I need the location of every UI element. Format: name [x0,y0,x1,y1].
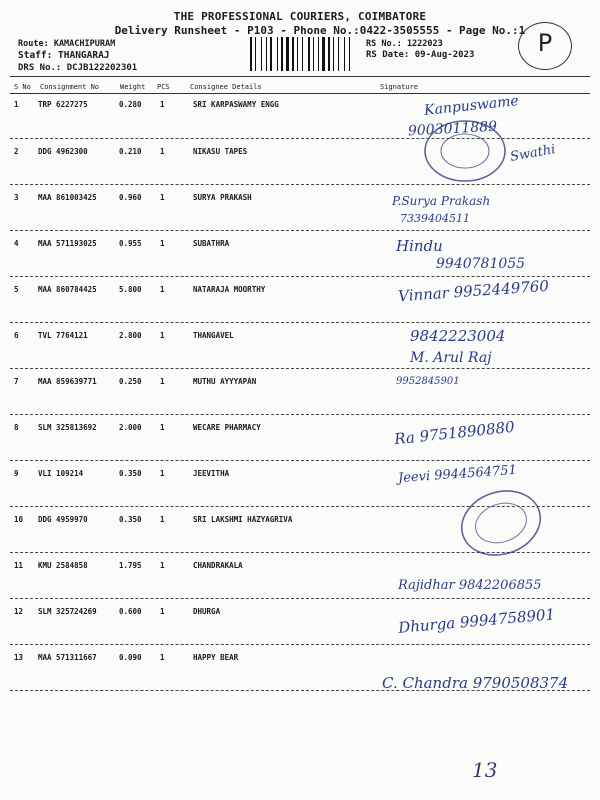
barcode [250,37,358,71]
signature-row-12: Dhurga 9994758901 [397,605,556,637]
staff-label: Staff: THANGARAJ [18,50,110,61]
row-weight: 0.210 [119,147,142,156]
row-sno: 11 [14,561,24,570]
page-count-mark: 13 [472,758,498,782]
barcode-bar [266,37,267,71]
row-pcs: 1 [160,607,165,616]
row-divider [10,368,590,369]
row-consignee: HAPPY BEAR [193,653,239,662]
row-sno: 12 [14,607,24,616]
row-pcs: 1 [160,100,165,109]
row-consignment: VLI 109214 [38,469,84,478]
row-consignment: DDG 4959970 [38,515,88,524]
row-weight: 2.800 [119,331,142,340]
row-consignee: THANGAVEL [193,331,234,340]
row-pcs: 1 [160,469,165,478]
barcode-bar [311,37,312,71]
row-sno: 7 [14,377,19,386]
row-weight: 0.350 [119,515,142,524]
signature-row-6-name: M. Arul Raj [410,350,492,366]
barcode-bar [308,37,310,71]
barcode-bar [281,37,283,71]
barcode-bar [297,37,298,71]
barcode-bar [273,37,276,71]
row-sno: 5 [14,285,19,294]
row-consignment: MAA 859639771 [38,377,97,386]
barcode-bar [279,37,280,71]
row-pcs: 1 [160,285,165,294]
signature-row-1-phone: 9003011889 [407,118,498,140]
row-consignee: JEEVITHA [193,469,230,478]
barcode-bar [250,37,252,71]
col-signature: Signature [380,83,418,91]
row-divider [10,276,590,277]
row-sno: 13 [14,653,24,662]
row-pcs: 1 [160,423,165,432]
rs-number: RS No.: 1222023 [366,39,443,49]
barcode-bar [328,37,330,71]
row-weight: 2.000 [119,423,142,432]
runsheet-subtitle: Delivery Runsheet - P103 - Phone No.:0422-3505555 - Page No.:1 [114,24,526,37]
barcode-bar [346,37,348,71]
row-divider [10,598,590,599]
row-pcs: 1 [160,331,165,340]
barcode-bar [349,37,350,71]
signature-row-4-phone: 9940781055 [436,256,526,272]
row-sno: 2 [14,147,19,156]
p-stamp-circle [518,22,572,70]
col-consignee: Consignee Details [190,83,262,91]
col-consignment: Consignment No [40,83,100,91]
row-consignment: KMU 2584858 [38,561,88,570]
barcode-bar [292,37,294,71]
row-weight: 0.600 [119,607,142,616]
row-consignee: CHANDRAKALA [193,561,243,570]
signature-row-4: Hindu [396,237,443,255]
col-weight: Weight [120,83,146,91]
barcode-bar [295,37,296,71]
row-consignee: SRI LAKSHMI HAZYAGRIVA [193,515,293,524]
barcode-bar [255,37,256,71]
row-consignment: TVL 7764121 [38,331,88,340]
row-consignment: DDG 4962300 [38,147,88,156]
row-sno: 1 [14,100,19,109]
row-consignee: NATARAJA MOORTHY [193,285,266,294]
barcode-bar [320,37,321,71]
row-consignee: SURYA PRAKASH [193,193,252,202]
col-sno: S No [14,83,31,91]
barcode-bar [277,37,278,71]
row-sno: 3 [14,193,19,202]
row-pcs: 1 [160,561,165,570]
signature-row-13: C. Chandra 9790508374 [382,674,569,692]
barcode-bar [340,37,343,71]
barcode-bar [286,37,289,71]
signature-row-3: P.Surya Prakash [392,194,491,208]
barcode-bar [344,37,345,71]
signature-row-8: Ra 9751890880 [393,417,516,449]
barcode-bar [326,37,327,71]
drs-number: DRS No.: DCJB122202301 [18,63,138,73]
row-consignment: MAA 861003425 [38,193,97,202]
barcode-bar [331,37,332,71]
row-consignment: SLM 325813692 [38,423,97,432]
row-weight: 0.350 [119,469,142,478]
rs-date: RS Date: 09-Aug-2023 [366,50,475,60]
row-consignment: MAA 571311667 [38,653,97,662]
barcode-bar [351,37,352,71]
row-consignment: MAA 571193025 [38,239,97,248]
row-pcs: 1 [160,193,165,202]
barcode-bar [299,37,301,71]
row-weight: 0.960 [119,193,142,202]
row-consignee: WECARE PHARMACY [193,423,261,432]
barcode-bar [335,37,337,71]
row-sno: 6 [14,331,19,340]
barcode-bar [304,37,307,71]
header-rule-top [10,76,590,77]
row-weight: 0.250 [119,377,142,386]
barcode-bar [290,37,291,71]
barcode-bar [315,37,317,71]
row-divider [10,322,590,323]
lab-seal-stamp [455,488,547,558]
row-weight: 0.090 [119,653,142,662]
signature-row-5: Vinnar 9952449760 [397,276,550,306]
row-consignee: NIKASU TAPES [193,147,248,156]
row-divider [10,230,590,231]
signature-row-3-phone: 7339404511 [400,212,470,225]
row-sno: 10 [14,515,24,524]
stamp-letter: P [537,29,553,57]
signature-row-7: 9952845901 [396,376,460,387]
route-label: Route: KAMACHIPURAM [18,39,116,49]
barcode-bar [253,37,254,71]
row-consignment: TRP 6227275 [38,100,88,109]
row-consignee: SRI KARPASWAMY ENGG [193,100,279,109]
signature-row-9: Jeevi 9944564751 [397,462,518,487]
col-pcs: PCS [157,83,170,91]
row-consignment: SLM 325724269 [38,607,97,616]
row-divider [10,414,590,415]
barcode-bar [313,37,314,71]
barcode-bar [268,37,269,71]
page-title: THE PROFESSIONAL COURIERS, COIMBATORE [173,10,427,23]
row-pcs: 1 [160,515,165,524]
barcode-bar [263,37,265,71]
row-consignee: SUBATHRA [193,239,230,248]
barcode-bar [338,37,339,71]
row-sno: 9 [14,469,19,478]
signature-row-1: Kanpuswame [423,93,520,119]
barcode-bar [270,37,272,71]
barcode-bar [318,37,319,71]
barcode-bar [302,37,303,71]
signature-row-6: 9842223004 [410,327,506,345]
row-pcs: 1 [160,147,165,156]
barcode-bar [257,37,260,71]
barcode-bar [322,37,325,71]
row-consignee: DHURGA [193,607,221,616]
row-divider [10,184,590,185]
row-divider [10,644,590,645]
signature-row-11: Rajidhar 9842206855 [398,578,542,593]
row-pcs: 1 [160,377,165,386]
row-pcs: 1 [160,239,165,248]
row-consignment: MAA 860784425 [38,285,97,294]
barcode-bar [261,37,262,71]
row-pcs: 1 [160,653,165,662]
row-sno: 8 [14,423,19,432]
barcode-bar [333,37,334,71]
row-sno: 4 [14,239,19,248]
row-weight: 1.795 [119,561,142,570]
row-weight: 5.800 [119,285,142,294]
row-consignee: MUTHU AYYYAPAN [193,377,257,386]
row-divider [10,460,590,461]
row-weight: 0.280 [119,100,142,109]
barcode-bar [284,37,285,71]
signature-row-2: Swathi [509,142,557,165]
row-weight: 0.955 [119,239,142,248]
